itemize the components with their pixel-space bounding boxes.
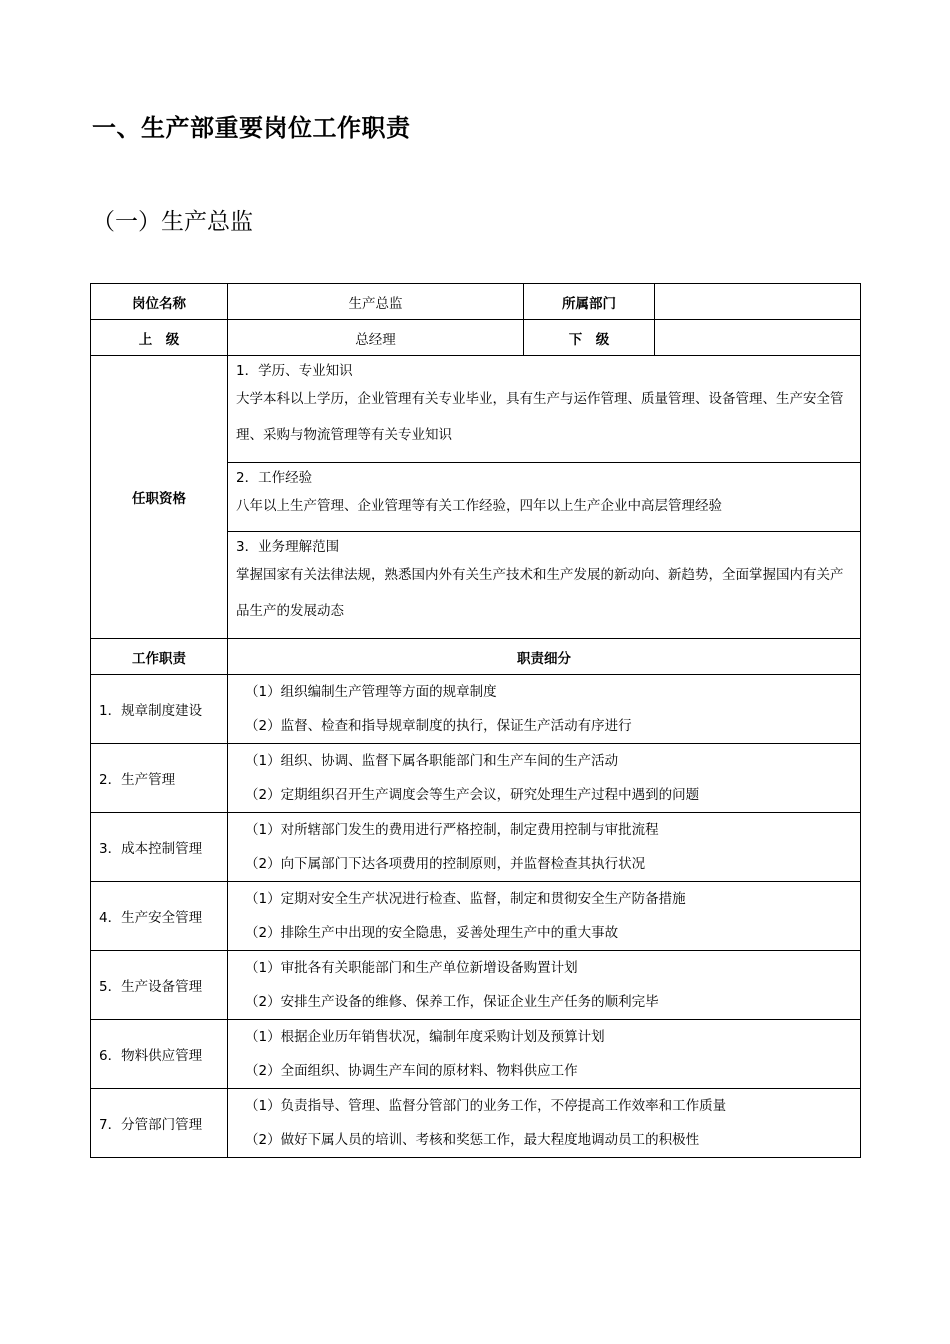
duty-item: （2）安排生产设备的维修、保养工作，保证企业生产任务的顺利完毕 <box>245 994 659 1010</box>
duty-name: 4．生产安全管理 <box>91 882 228 951</box>
duty-item: （2）定期组织召开生产调度会等生产会议，研究处理生产过程中遇到的问题 <box>245 787 700 803</box>
department-value <box>655 284 861 320</box>
qualification-text: 掌握国家有关法律法规，熟悉国内外有关生产技术和生产发展的新动向、新趋势，全面掌握国内有关产品生产的发展动态 <box>236 567 844 619</box>
duty-details <box>228 1089 861 1158</box>
duty-row <box>91 882 861 951</box>
post-name-row <box>91 284 861 320</box>
section-heading: 一、生产部重要岗位工作职责 <box>92 114 411 142</box>
duty-item: （1）根据企业历年销售状况，编制年度采购计划及预算计划 <box>245 1029 605 1045</box>
subsection-heading: （一）生产总监 <box>92 209 253 235</box>
duty-details <box>228 813 861 882</box>
duty-item: （2）排除生产中出现的安全隐患，妥善处理生产中的重大事故 <box>245 925 619 941</box>
job-description-table <box>90 283 861 1158</box>
qualification-row <box>91 356 861 463</box>
duty-header-row <box>91 639 861 675</box>
subordinate-value <box>655 320 861 356</box>
duty-name: 6．物料供应管理 <box>91 1020 228 1089</box>
duty-name: 5．生产设备管理 <box>91 951 228 1020</box>
duty-details <box>228 744 861 813</box>
department-label: 所属部门 <box>524 284 655 320</box>
duty-item: （1）负责指导、管理、监督分管部门的业务工作，不停提高工作效率和工作质量 <box>245 1098 727 1114</box>
qualification-item <box>228 532 861 639</box>
post-name-value: 生产总监 <box>228 284 524 320</box>
detail-header: 职责细分 <box>228 639 861 675</box>
duty-details <box>228 1020 861 1089</box>
duty-item: （2）监督、检查和指导规章制度的执行，保证生产活动有序进行 <box>245 718 632 734</box>
duty-row <box>91 675 861 744</box>
duty-item: （1）组织编制生产管理等方面的规章制度 <box>245 684 497 700</box>
duty-details <box>228 882 861 951</box>
qualification-text: 大学本科以上学历，企业管理有关专业毕业，具有生产与运作管理、质量管理、设备管理、生产安全管理、采购与物流管理等有关专业知识 <box>236 391 844 443</box>
duty-name: 3．成本控制管理 <box>91 813 228 882</box>
qualification-title: 2．工作经验 <box>236 470 313 486</box>
duty-row <box>91 813 861 882</box>
duty-name: 7．分管部门管理 <box>91 1089 228 1158</box>
duty-item: （2）全面组织、协调生产车间的原材料、物料供应工作 <box>245 1063 578 1079</box>
duty-row <box>91 1089 861 1158</box>
duty-row <box>91 951 861 1020</box>
duty-details <box>228 951 861 1020</box>
duty-item: （2）向下属部门下达各项费用的控制原则，并监督检查其执行状况 <box>245 856 646 872</box>
duty-item: （1）对所辖部门发生的费用进行严格控制，制定费用控制与审批流程 <box>245 822 659 838</box>
duty-details <box>228 675 861 744</box>
qualification-title: 3．业务理解范围 <box>236 539 340 555</box>
post-name-label: 岗位名称 <box>91 284 228 320</box>
duty-item: （1）审批各有关职能部门和生产单位新增设备购置计划 <box>245 960 578 976</box>
duty-row <box>91 1020 861 1089</box>
reporting-row <box>91 320 861 356</box>
duty-item: （1）定期对安全生产状况进行检查、监督，制定和贯彻安全生产防备措施 <box>245 891 686 907</box>
duty-name: 1．规章制度建设 <box>91 675 228 744</box>
qualification-title: 1．学历、专业知识 <box>236 363 353 379</box>
superior-label: 上 级 <box>91 320 228 356</box>
qualification-label: 任职资格 <box>91 356 228 639</box>
qualification-item <box>228 356 861 463</box>
qualification-item <box>228 463 861 532</box>
subordinate-label: 下 级 <box>524 320 655 356</box>
superior-value: 总经理 <box>228 320 524 356</box>
duty-row <box>91 744 861 813</box>
qualification-text: 八年以上生产管理、企业管理等有关工作经验，四年以上生产企业中高层管理经验 <box>236 498 722 514</box>
duty-item: （1）组织、协调、监督下属各职能部门和生产车间的生产活动 <box>245 753 619 769</box>
duty-header: 工作职责 <box>91 639 228 675</box>
duty-item: （2）做好下属人员的培训、考核和奖惩工作，最大程度地调动员工的积极性 <box>245 1132 700 1148</box>
duty-name: 2．生产管理 <box>91 744 228 813</box>
